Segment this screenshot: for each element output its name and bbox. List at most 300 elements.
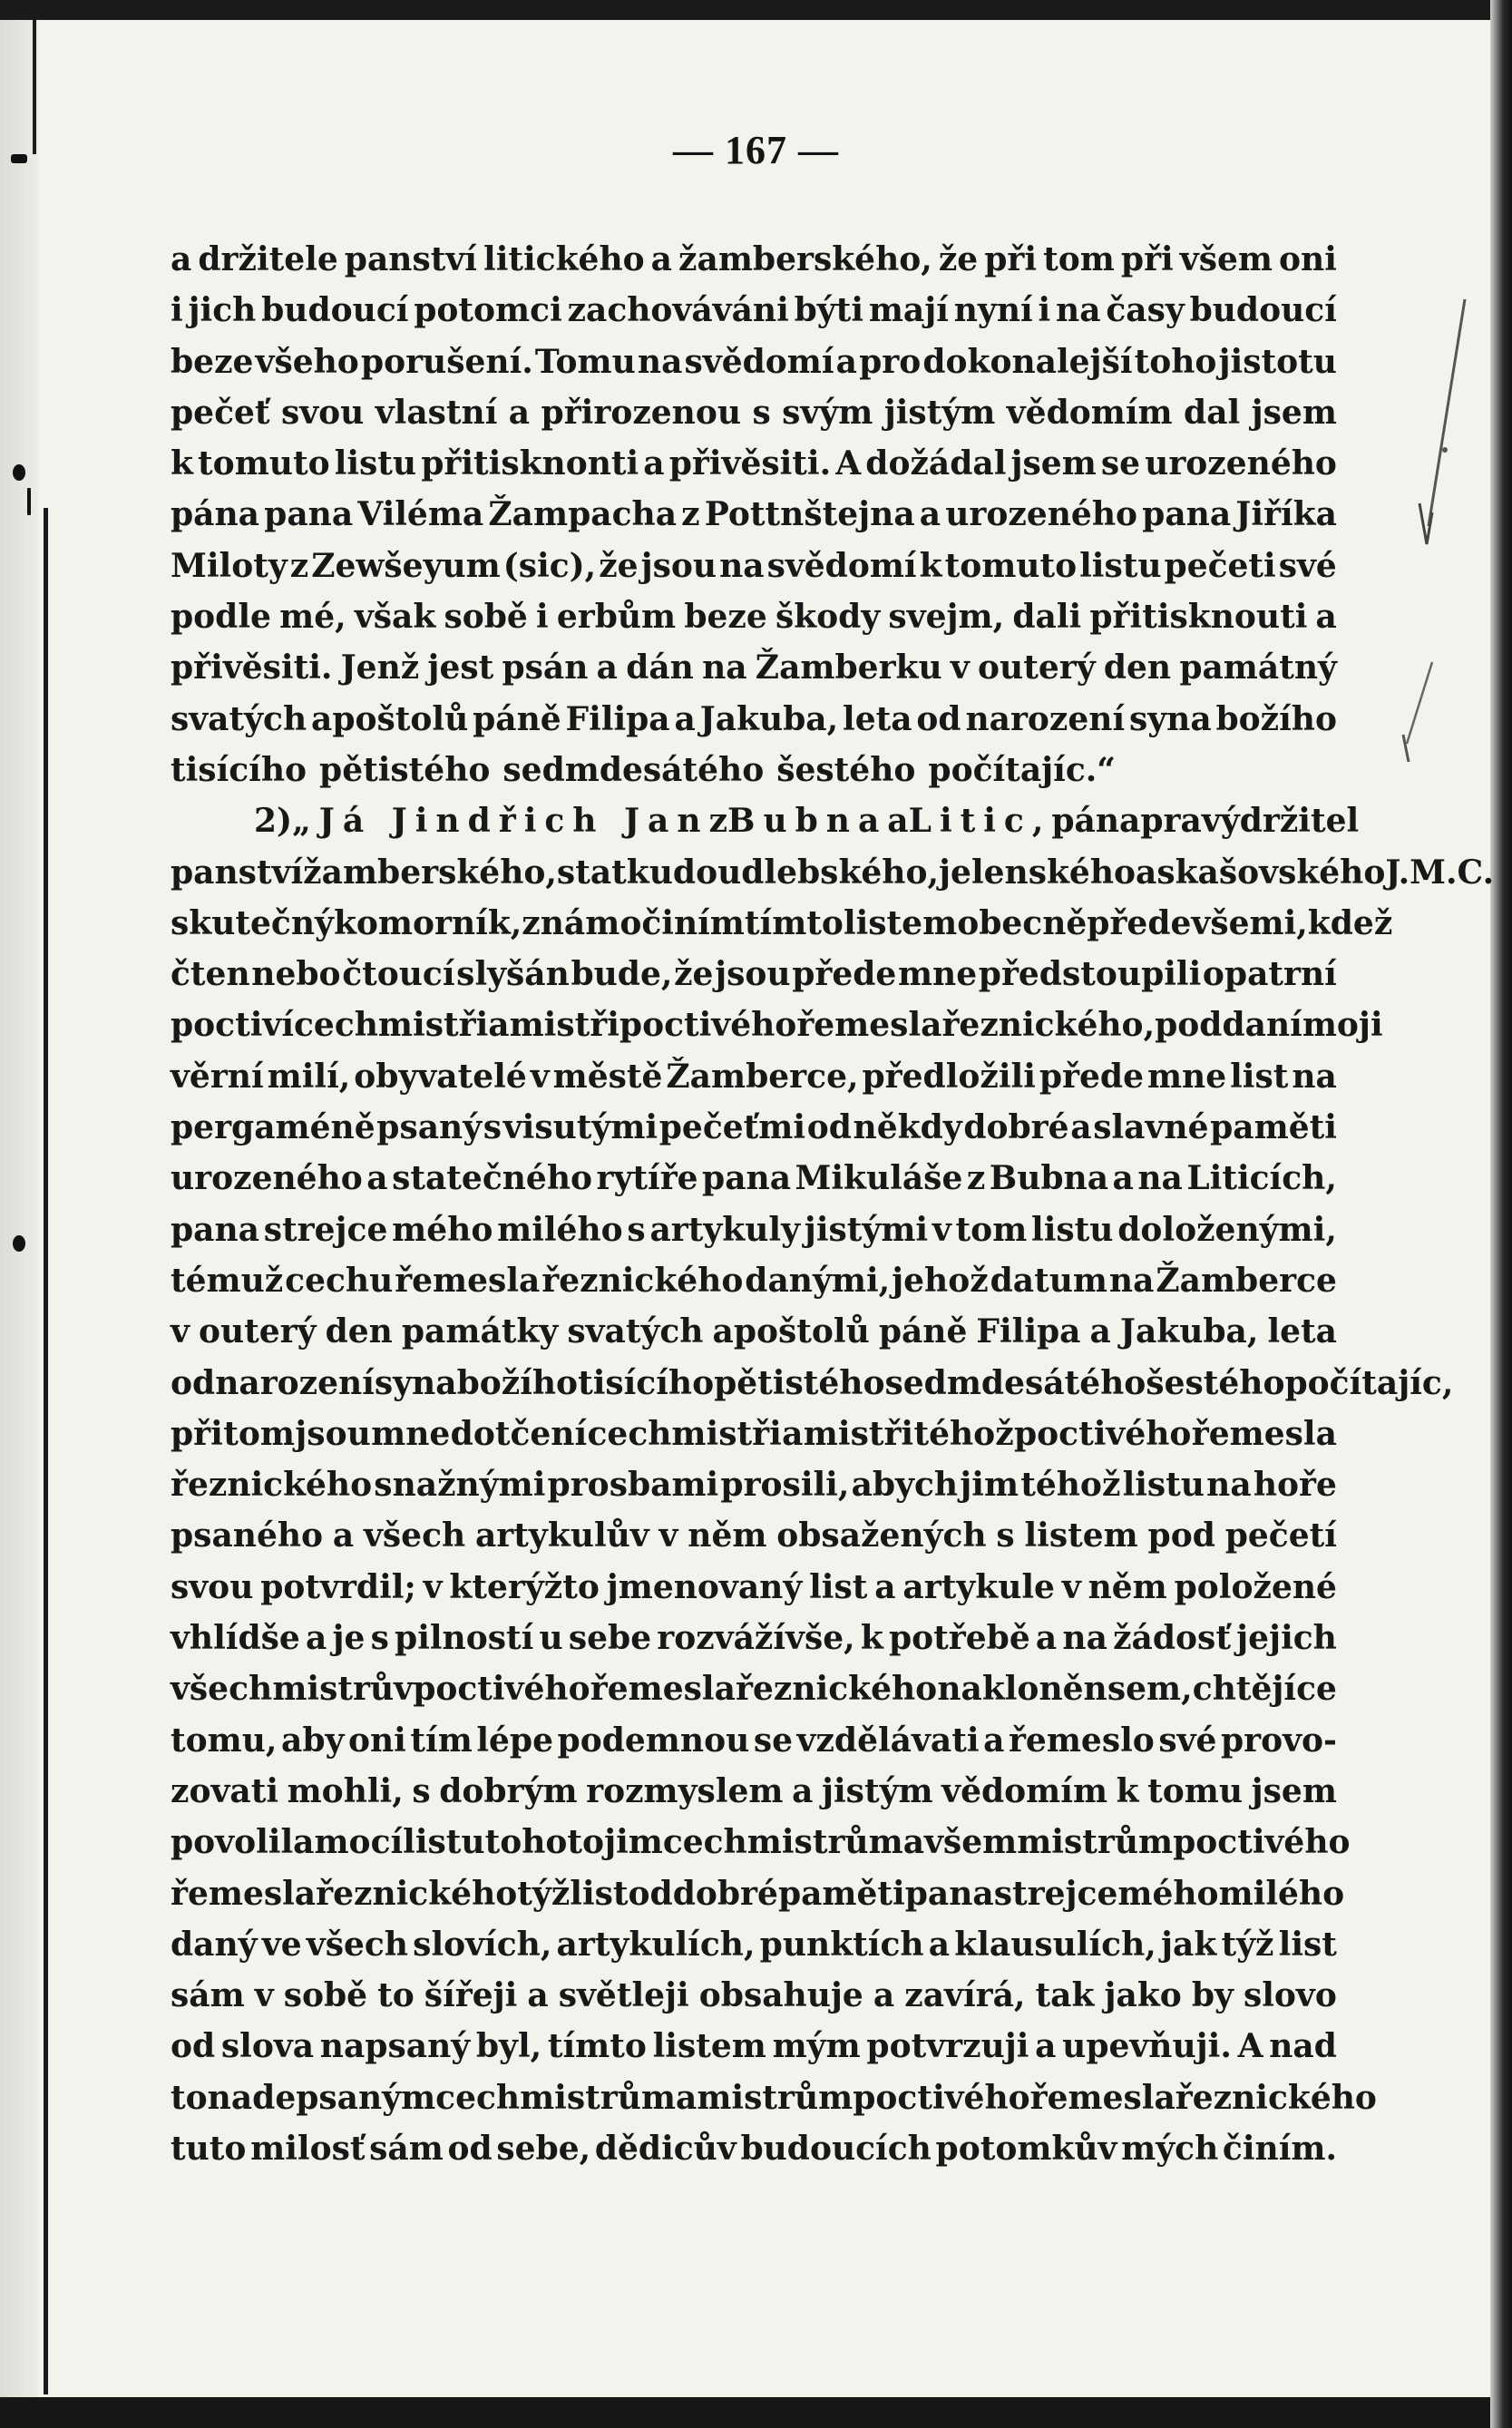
word: z — [708, 802, 728, 841]
word: pětistého — [714, 1363, 885, 1402]
word: z — [681, 495, 700, 534]
word: psaný — [376, 1108, 483, 1147]
word: sebe, — [496, 2129, 591, 2168]
margin-dot — [13, 1235, 25, 1252]
word: oni — [347, 1721, 406, 1760]
word: strejce — [993, 1874, 1118, 1913]
word: a — [366, 1159, 388, 1198]
word: mých — [1121, 2129, 1219, 2168]
word: téhož — [1020, 1466, 1121, 1505]
word: zavírá, — [904, 1976, 1026, 2015]
word: sobě — [444, 598, 528, 637]
word: v — [658, 1516, 678, 1555]
word: svědomí — [766, 546, 917, 585]
word: památky — [401, 1312, 559, 1351]
word: řeznického — [736, 1670, 938, 1709]
word: Filipa — [565, 699, 670, 738]
word: nad — [1269, 2027, 1337, 2066]
word: listu — [403, 1823, 485, 1862]
word: mohli, — [287, 1771, 404, 1810]
text-line — [171, 642, 1337, 693]
word: panství — [344, 240, 477, 278]
word: vzdělávati — [796, 1721, 980, 1760]
word: a — [650, 240, 672, 278]
word: syna — [1128, 699, 1212, 738]
word: na — [1062, 1619, 1107, 1658]
word: artykulích, — [556, 1925, 756, 1964]
word: předstoupili — [978, 955, 1202, 994]
pencil-annotation-icon — [1367, 0, 1476, 816]
word: vhlídše — [171, 1619, 300, 1658]
word: A — [1237, 2027, 1263, 2066]
word: milého — [497, 1210, 623, 1249]
word: se — [1100, 444, 1141, 483]
page-number: — 167 — — [673, 128, 839, 172]
word: dědicův — [594, 2129, 736, 2168]
word: urozeného — [171, 1159, 363, 1198]
word: outerý — [978, 648, 1096, 687]
word: obyvatelé — [354, 1057, 527, 1096]
word: však — [354, 598, 436, 637]
word: Jenž — [340, 648, 420, 687]
word: jak — [1160, 1925, 1217, 1964]
word: držitele — [198, 240, 338, 278]
word: přede — [1087, 903, 1192, 942]
word: pana — [171, 1210, 259, 1249]
text-line — [171, 795, 1360, 846]
word: a — [928, 1925, 951, 1964]
word: tisícího — [171, 750, 307, 789]
word: artykuly — [649, 1210, 801, 1249]
word: slovo — [1243, 1976, 1337, 2015]
text-line — [171, 1409, 1337, 1459]
word: a — [1136, 853, 1157, 892]
word: od — [806, 1108, 852, 1147]
text-line — [171, 949, 1337, 999]
word: sebe — [568, 1619, 652, 1658]
word: svědomí — [684, 342, 834, 381]
word: nyní — [953, 291, 1033, 330]
word: pergaméně — [171, 1108, 376, 1147]
word: paměti — [1210, 1108, 1337, 1147]
word: prosbami — [547, 1466, 719, 1505]
word: někdy — [853, 1108, 962, 1147]
word: řemesla — [171, 1874, 317, 1913]
word: a — [596, 648, 618, 687]
word: jistotu — [1218, 342, 1337, 381]
word: žádosť — [1113, 1619, 1231, 1658]
word: statečného — [392, 1159, 593, 1198]
word: své — [1158, 1721, 1217, 1760]
text-line — [171, 1919, 1337, 1970]
word: na — [1056, 291, 1101, 330]
word: mocí — [314, 1823, 404, 1862]
text-line — [171, 1817, 1351, 1867]
text-line — [171, 898, 1393, 949]
word: lépe — [476, 1721, 553, 1760]
word: cechu — [285, 1261, 394, 1300]
text-line — [171, 387, 1337, 438]
text-line — [171, 336, 1337, 387]
word: Tomu — [534, 342, 636, 381]
text-line — [171, 1868, 1345, 1919]
word: a — [782, 1414, 804, 1453]
word: dotčení — [450, 1414, 588, 1453]
word: a — [874, 1567, 896, 1606]
word: tak — [1035, 1976, 1095, 2015]
word: se — [753, 1721, 793, 1760]
word: tom — [955, 1210, 1028, 1249]
word: památný — [1179, 648, 1337, 687]
body-text — [171, 234, 1495, 2174]
word: tomuto — [944, 546, 1078, 585]
word: zachováváni — [567, 291, 789, 330]
word: přitisknonti — [421, 444, 639, 483]
word: cechmistrům — [662, 1823, 903, 1862]
margin-rule-long — [44, 508, 48, 2394]
word: pravý — [1140, 802, 1240, 841]
word: milého — [1218, 1874, 1345, 1913]
word: v — [932, 1210, 951, 1249]
word: s — [996, 1516, 1015, 1555]
word: jistými — [804, 1210, 929, 1249]
word: nebo — [251, 955, 341, 994]
word: dobré — [963, 1108, 1069, 1147]
word: a — [488, 1006, 510, 1045]
word: pana — [264, 495, 354, 534]
word: narození — [965, 699, 1126, 738]
word: na — [702, 648, 747, 687]
word: při — [1120, 240, 1174, 278]
word: budoucí — [1189, 291, 1337, 330]
word: tímto — [547, 2027, 647, 2066]
word: podemnou — [557, 1721, 750, 1760]
word: poctivého — [1014, 1414, 1192, 1453]
text-line — [171, 438, 1337, 489]
word: býti — [794, 291, 863, 330]
word: kterýžto — [449, 1567, 600, 1606]
word: a — [919, 495, 941, 534]
word: listu — [1079, 546, 1162, 585]
scan-bottom-edge — [0, 2397, 1512, 2428]
word: napsaný — [319, 2027, 471, 2066]
word: z — [966, 1159, 986, 1198]
word: mne — [371, 1414, 451, 1453]
word: Bubna — [989, 1159, 1109, 1198]
text-line — [171, 999, 1383, 1050]
word: páně — [473, 699, 561, 738]
text-line — [171, 694, 1337, 745]
word: potvrdil; — [260, 1567, 416, 1606]
word: od — [171, 1363, 216, 1402]
word: leta — [843, 699, 912, 738]
word: k — [1116, 1771, 1139, 1810]
text-line — [171, 285, 1337, 336]
word: poctivého — [1173, 1823, 1351, 1862]
word: řemesla — [796, 1006, 942, 1045]
word: dali — [1012, 598, 1082, 637]
word: listem — [652, 2027, 766, 2066]
word: v — [950, 648, 970, 687]
word: visutými — [502, 1108, 658, 1147]
word: tomu — [1147, 1771, 1244, 1810]
word: snažnými — [374, 1466, 546, 1505]
word: pod — [1147, 1516, 1215, 1555]
word: klausulích, — [954, 1925, 1156, 1964]
word: a — [293, 1823, 315, 1862]
word: svatých — [171, 699, 307, 738]
word: a — [527, 1976, 549, 2015]
word: mistři — [509, 1006, 619, 1045]
word: apoštolů — [311, 699, 469, 738]
word: od — [628, 1874, 673, 1913]
word: poddaní — [1155, 1006, 1302, 1045]
word: listu — [1122, 1466, 1205, 1505]
word: a — [305, 1619, 327, 1658]
word: strejce — [263, 1210, 388, 1249]
word: statku — [556, 853, 673, 892]
word: tisícího — [578, 1363, 715, 1402]
word: slyšán — [456, 955, 570, 994]
word: nadepsaným — [207, 2078, 436, 2117]
text-line — [171, 1255, 1337, 1306]
text-line — [171, 2123, 1337, 2174]
text-line — [171, 1663, 1337, 1714]
word: řemeslo — [1008, 1721, 1155, 1760]
word: řemesla — [590, 1670, 736, 1709]
word: a — [643, 444, 665, 483]
word: Bubna — [727, 802, 888, 841]
word: by — [1191, 1976, 1234, 2015]
word: urozeného — [945, 495, 1138, 534]
word: s — [412, 1771, 431, 1810]
text-line — [171, 1510, 1337, 1561]
word: chtějíce — [1192, 1670, 1337, 1709]
text-line — [171, 1153, 1337, 1204]
word: a — [332, 1516, 355, 1555]
word: přede — [792, 955, 897, 994]
word: Miloty — [171, 546, 288, 585]
word: sám — [171, 1976, 245, 2015]
word: potomci — [414, 291, 562, 330]
word: svým — [782, 393, 873, 432]
word: k — [171, 444, 193, 483]
word: jistým — [821, 1771, 933, 1810]
word: kdež — [1307, 903, 1393, 942]
word: jelenského — [939, 853, 1136, 892]
text-line — [171, 1613, 1337, 1663]
word: své — [1278, 546, 1337, 585]
text-line — [171, 1102, 1337, 1153]
word: a — [1112, 1159, 1134, 1198]
text-line — [171, 541, 1337, 591]
word: všech — [306, 1925, 408, 1964]
word: předložili — [862, 1057, 1036, 1096]
word: známo — [522, 903, 642, 942]
word: dožádal — [865, 444, 1007, 483]
word: 2) — [254, 802, 293, 841]
word: že — [674, 955, 714, 994]
word: časy — [1106, 291, 1185, 330]
word: je — [332, 1619, 366, 1658]
margin-tick — [27, 488, 31, 515]
word: Liticích, — [1186, 1159, 1337, 1198]
word: dobré — [672, 1874, 778, 1913]
word: slova — [220, 2027, 315, 2066]
word: obecně — [957, 903, 1088, 942]
word: a — [171, 240, 192, 278]
word: k — [860, 1619, 883, 1658]
word: božího — [456, 1363, 579, 1402]
word: poctivého — [619, 1006, 797, 1045]
word: vlastní — [375, 393, 498, 432]
word: týž — [1221, 1925, 1274, 1964]
word: rozvážívše, — [657, 1619, 855, 1658]
word: Viléma — [357, 495, 484, 534]
text-line — [171, 1715, 1337, 1766]
text-line — [171, 1204, 1337, 1255]
word: přede — [1039, 1057, 1144, 1096]
word: šestého — [776, 750, 916, 789]
word: a — [835, 342, 857, 381]
word: doudlebského, — [672, 853, 940, 892]
word: šířeji — [424, 1976, 518, 2015]
word: sem, — [1107, 1670, 1193, 1709]
word: poctivého — [413, 1670, 590, 1709]
word: mne — [1146, 1057, 1227, 1096]
word: komorník, — [333, 903, 522, 942]
word: a — [1035, 2027, 1057, 2066]
word: od — [447, 2129, 493, 2168]
word: něm — [688, 1516, 767, 1555]
word: řeznického — [171, 1466, 373, 1505]
word: abych — [851, 1466, 959, 1505]
word: Mikuláše — [795, 1159, 963, 1198]
word: potvrzuji — [866, 2027, 1029, 2066]
word: M. — [1410, 853, 1458, 892]
word: danými, — [745, 1261, 891, 1300]
word: všem — [924, 1823, 1018, 1862]
word: na — [719, 546, 765, 585]
word: jsou — [715, 955, 791, 994]
word: pro — [859, 342, 922, 381]
word: svou — [280, 393, 365, 432]
word: doloženými, — [1117, 1210, 1337, 1249]
word: punktích — [759, 1925, 924, 1964]
word: J. — [1385, 853, 1410, 892]
word: škody — [775, 598, 881, 637]
text-line — [171, 2072, 1377, 2123]
word: řemesla — [1029, 2078, 1175, 2117]
word: i — [535, 598, 549, 637]
word: vědomím — [941, 1771, 1108, 1810]
text-line — [171, 1766, 1337, 1817]
word: na — [1108, 1261, 1155, 1300]
word: řeznického — [316, 1874, 518, 1913]
word: činím. — [1222, 2129, 1337, 2168]
word: obsahuje — [698, 1976, 863, 2015]
word: v — [254, 1976, 274, 2015]
text-line — [171, 1051, 1337, 1102]
word: řeznického — [1175, 2078, 1377, 2117]
word: řeznického, — [941, 1006, 1156, 1045]
word: pečeťmi — [658, 1108, 806, 1147]
word: a — [508, 393, 531, 432]
word: milí, — [267, 1057, 351, 1096]
word: pečeť — [171, 393, 270, 432]
word: i — [1038, 291, 1051, 330]
word: položené — [1174, 1567, 1337, 1606]
word: bude, — [571, 955, 673, 994]
text-line — [171, 1459, 1337, 1510]
word: mají — [868, 291, 949, 330]
word: všem — [1179, 240, 1273, 278]
word: paměti — [777, 1874, 905, 1913]
word: a — [1035, 1619, 1058, 1658]
word: outerý — [198, 1312, 317, 1351]
word: pečeti — [1164, 546, 1276, 585]
word: přitisknouti — [1089, 598, 1308, 637]
word: den — [1103, 648, 1172, 687]
word: božího — [1215, 699, 1337, 738]
word: Žamberce — [1156, 1261, 1337, 1300]
word: dán — [626, 648, 694, 687]
word: věrní — [171, 1057, 264, 1096]
word: přirozenou — [541, 393, 742, 432]
word: obsažených — [776, 1516, 987, 1555]
word: skašovského — [1156, 853, 1386, 892]
word: mne — [897, 955, 978, 994]
word: Zewšeyum — [311, 546, 501, 585]
word: jako — [1104, 1976, 1182, 2015]
word: přivěsiti. — [171, 648, 333, 687]
word: dal — [1184, 393, 1241, 432]
word: jim — [960, 1466, 1019, 1505]
word: byl, — [475, 2027, 542, 2066]
word: tomuto — [198, 444, 330, 483]
word: milosť — [250, 2129, 366, 2168]
word: to — [377, 1976, 415, 2015]
word: erbům — [556, 598, 677, 637]
word: s — [627, 1210, 646, 1249]
word: sedmdesátého — [884, 1363, 1146, 1402]
word: sedmdesátého — [502, 750, 765, 789]
word: daný — [171, 1925, 258, 1964]
word: list — [809, 1567, 868, 1606]
word: na — [637, 342, 683, 381]
word: tuto — [171, 2129, 247, 2168]
word: jmenovaný — [606, 1567, 803, 1606]
binding-gutter — [0, 0, 38, 2428]
word: pětistého — [319, 750, 491, 789]
text-line — [171, 745, 1337, 795]
word: povolil — [171, 1823, 294, 1862]
word: řeznického — [541, 1261, 744, 1300]
word: listem — [1024, 1516, 1138, 1555]
word: jich — [188, 291, 257, 330]
word: držitel — [1239, 802, 1360, 841]
word: budoucích — [740, 2129, 932, 2168]
word: pilností — [395, 1619, 534, 1658]
word: Žampacha — [488, 495, 678, 534]
word: podle — [171, 598, 271, 637]
word: (sic), — [502, 546, 597, 585]
text-line — [171, 1358, 1454, 1409]
word: oni — [1279, 240, 1337, 278]
word: při — [984, 240, 1038, 278]
word: jehož — [892, 1261, 989, 1300]
word: všeho — [255, 342, 359, 381]
